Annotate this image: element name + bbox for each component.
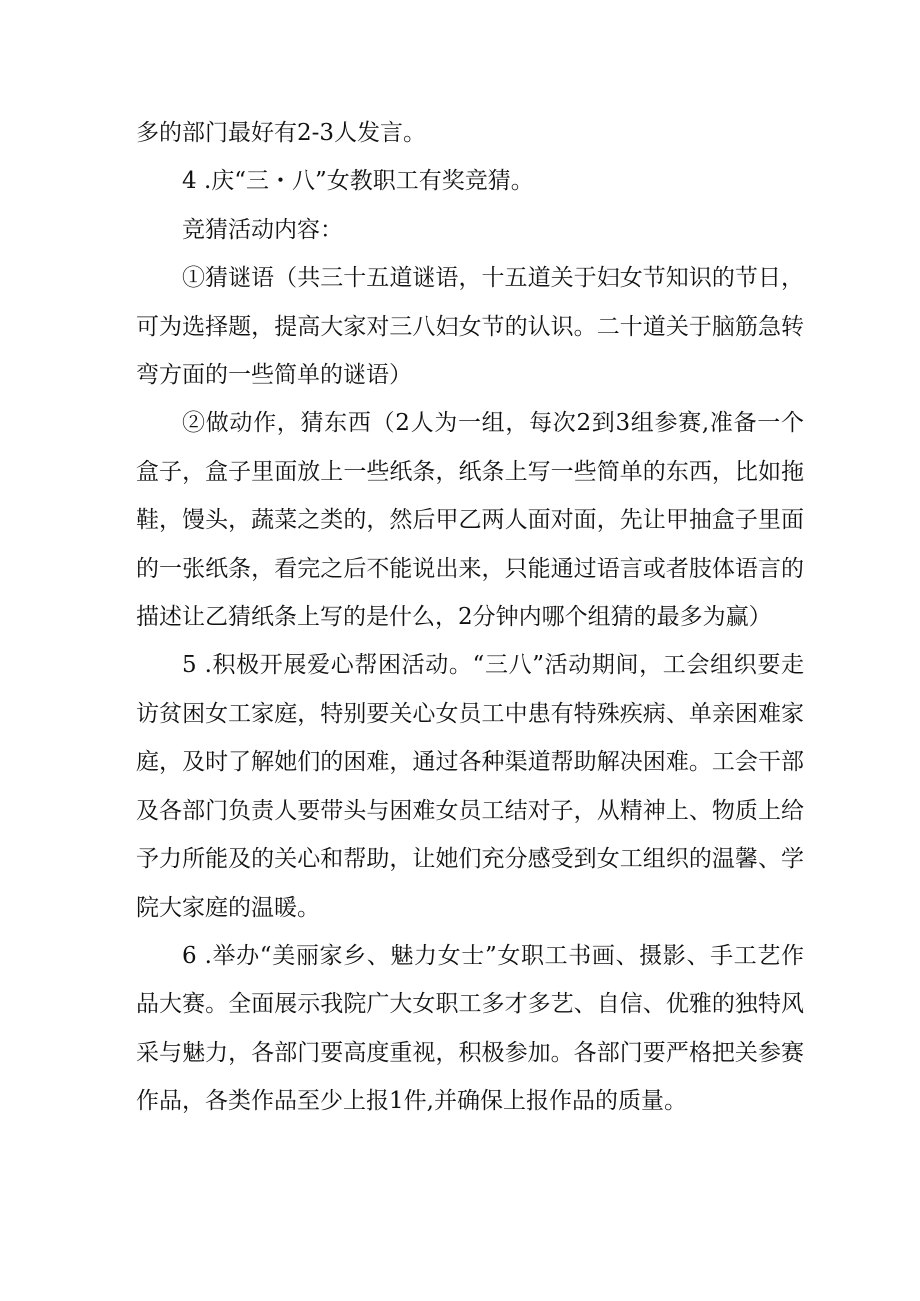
- paragraph-charades: ②做动作，猜东西（2人为一组，每次2到3组参赛,准备一个盒子，盒子里面放上一些纸条，纸条上写一些简单的东西，比如拖鞋，馒头，蔬菜之类的，然后甲乙两人面对面，先让甲抽盒子里面的一张纸条，看完之后不能说出来，只能通过语言或者肢体语言的描述让乙猜纸条上写的是什么，2分钟内哪个组猜的最多为赢）: [136, 410, 804, 631]
- paragraph-item-4: 4 .庆“三・八”女教职工有奖竞猜。: [182, 168, 534, 195]
- paragraph-item-6: 6 .举办“美丽家乡、魅力女士”女职工书画、摄影、手工艺作品大赛。全面展示我院广大女职工多才多艺、自信、优雅的独特风采与魅力，各部门要高度重视，积极参加。各部门要严格把关参赛作品，各类作品至少上报1件,并确保上报作品的质量。: [136, 942, 804, 1115]
- paragraph-item-5: 5 .积极开展爱心帮困活动。“三八”活动期间，工会组织要走访贫困女工家庭，特别要关心女员工中患有特殊疾病、单亲困难家庭，及时了解她们的困难，通过各种渠道帮助解决困难。工会干部及各部门负责人要带头与困难女员工结对子，从精神上、物质上给予力所能及的关心和帮助，让她们充分感受到女工组织的温馨、学院大家庭的温暖。: [136, 652, 804, 921]
- document-body: [136, 109, 804, 1126]
- paragraph-quiz-content-heading: 竞猜活动内容：: [182, 216, 343, 243]
- paragraph-continuation: 多的部门最好有2-3人发言。: [136, 120, 427, 146]
- paragraph-riddles: ①猜谜语（共三十五道谜语，十五道关于妇女节知识的节日，可为选择题，提高大家对三八妇女节的认识。二十道关于脑筋急转弯方面的一些简单的谜语）: [136, 265, 804, 389]
